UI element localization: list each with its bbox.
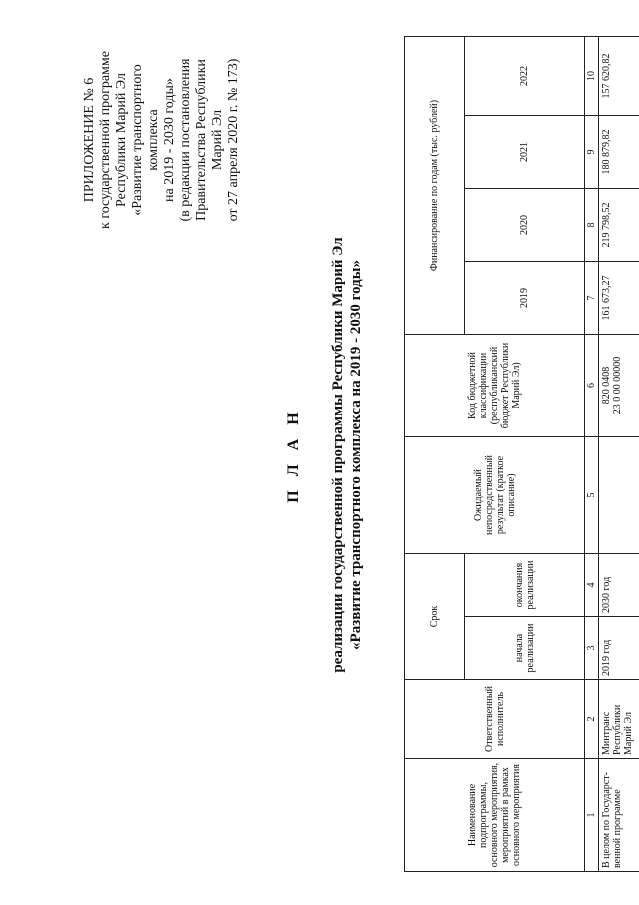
plan-table [404,36,639,872]
header-term-start: начала реализации [465,617,585,680]
appendix-line: «Развитие транспортного комплекса [130,64,161,216]
row-funding-2021: 180 879,82 [599,116,639,189]
header-year-2021: 2021 [465,116,585,189]
appendix-line: на 2019 - 2030 годы» [162,78,177,202]
appendix-line: от 27 апреля 2020 г. № 173) [226,58,241,222]
row-code-line-2: 23 0 00 00000 [612,356,623,415]
column-number: 6 [585,335,599,437]
header-year-2020: 2020 [465,189,585,262]
header-name: Наименование подпрограммы, основного мероприятия, мероприятий в рамках основного мероприятия [405,759,585,872]
row-executor: Минтранс Республики Марий Эл [599,680,639,759]
column-number: 3 [585,617,599,680]
row-code [599,335,639,437]
row-code-line-1: 820 0408 [601,366,612,405]
column-number: 9 [585,116,599,189]
header-result: Ожидаемый непосредственный результат (краткое описание) [405,437,585,554]
table-row [599,36,639,871]
appendix-line: (в редакции постановления [178,58,193,222]
header-code: Код бюджетной классификации (республиканский бюджет Республики Марий Эл) [405,335,585,437]
column-number: 2 [585,680,599,759]
header-term: Срок [405,554,465,680]
header-funding: Финансирование по годам (тыс. рублей) [405,36,465,334]
header-year-2022: 2022 [465,36,585,115]
row-start: 2019 год [599,617,639,680]
plan-subtitle-1: реализации государственной программы Республики Марий Эл [330,237,346,673]
column-number: 4 [585,554,599,617]
plan-title: П Л А Н [285,407,302,503]
column-number: 7 [585,262,599,335]
header-term-end: окончания реализации [465,554,585,617]
appendix-line: ПРИЛОЖЕНИЕ № 6 [82,77,97,203]
appendix-block [82,40,242,240]
row-name: В целом по Государст-венной программе [599,759,639,872]
row-funding-2022: 157 620,82 [599,36,639,115]
plan-subtitle-2: «Развитие транспортного комплекса на 2019 - 2030 годы» [348,260,364,650]
column-number: 1 [585,759,599,872]
row-funding-2019: 161 673,27 [599,262,639,335]
row-result [599,437,639,554]
appendix-line: Правительства Республики Марий Эл [194,59,225,221]
column-number: 8 [585,189,599,262]
header-year-2019: 2019 [465,262,585,335]
column-number: 10 [585,36,599,115]
row-end: 2030 год [599,554,639,617]
appendix-line: к государственной программе [98,51,113,229]
column-number: 5 [585,437,599,554]
row-funding-2020: 219 798,52 [599,189,639,262]
appendix-line: Республики Марий Эл [114,73,129,207]
header-executor: Ответственный исполнитель [405,680,585,759]
